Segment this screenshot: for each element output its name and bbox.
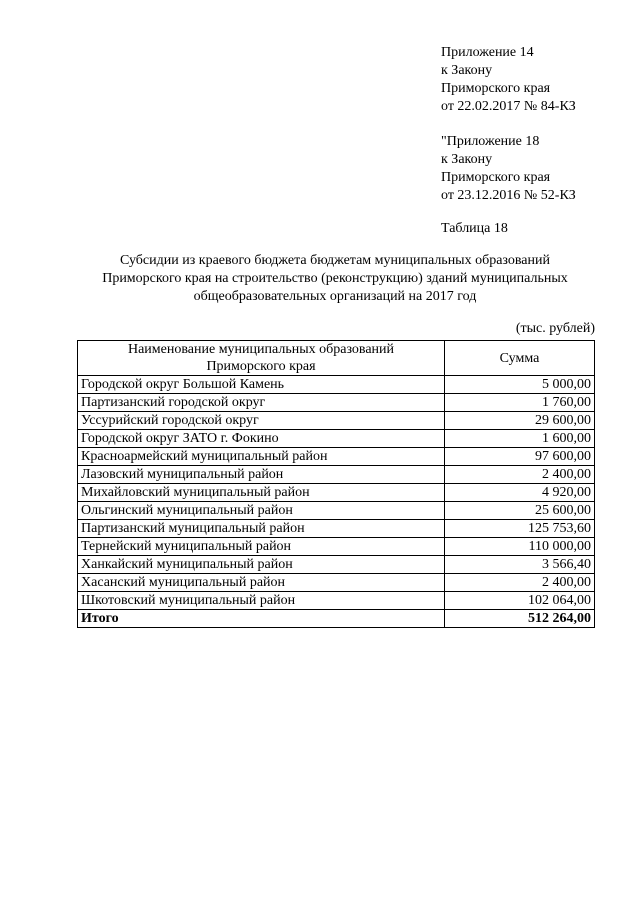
row-name: Лазовский муниципальный район [78,466,445,484]
title-line: Субсидии из краевого бюджета бюджетам муниципальных образований [120,253,550,268]
annex-14-line: Приморского края [441,81,551,96]
header-name-line: Наименование муниципальных образований [127,342,395,357]
row-value: 2 400,00 [445,574,595,592]
annex-14-line: Приложение 14 [441,45,534,60]
row-name: Ольгинский муниципальный район [78,502,445,520]
total-row [78,610,595,628]
row-value: 102 064,00 [445,592,595,610]
table-row [78,484,595,502]
header-sum: Сумма [445,341,595,376]
row-value: 29 600,00 [445,412,595,430]
table-row [78,538,595,556]
table-row [78,520,595,538]
row-value: 110 000,00 [445,538,595,556]
row-name: Партизанский муниципальный район [78,520,445,538]
table-row [78,502,595,520]
row-value: 125 753,60 [445,520,595,538]
row-value: 25 600,00 [445,502,595,520]
row-value: 97 600,00 [445,448,595,466]
subsidy-table [77,340,595,628]
total-value: 512 264,00 [445,610,595,628]
row-name: Хасанский муниципальный район [78,574,445,592]
row-name: Красноармейский муниципальный район [78,448,445,466]
table-row [78,448,595,466]
table-row [78,376,595,394]
title-line: общеобразовательных организаций на 2017 год [193,289,477,304]
header-name [78,341,445,376]
row-value: 4 920,00 [445,484,595,502]
table-row [78,394,595,412]
row-name: Тернейский муниципальный район [78,538,445,556]
row-name: Городской округ Большой Камень [78,376,445,394]
table-label: Таблица 18 [441,221,508,236]
table-row [78,412,595,430]
row-value: 1 760,00 [445,394,595,412]
annex-18-line: "Приложение 18 [441,134,540,149]
table-row [78,574,595,592]
row-name: Городской округ ЗАТО г. Фокино [78,430,445,448]
annex-18-line: Приморского края [441,170,551,185]
row-value: 1 600,00 [445,430,595,448]
row-value: 3 566,40 [445,556,595,574]
row-value: 2 400,00 [445,466,595,484]
row-name: Ханкайский муниципальный район [78,556,445,574]
annex-18-line: от 23.12.2016 № 52-КЗ [441,188,576,203]
annex-18-line: к Закону [441,152,493,167]
annex-18-reference [441,133,576,205]
table-row [78,466,595,484]
title-line: Приморского края на строительство (реконструкцию) зданий муниципальных [102,271,568,286]
document-title [60,252,610,306]
row-name: Михайловский муниципальный район [78,484,445,502]
annex-14-line: от 22.02.2017 № 84-КЗ [441,99,576,114]
table-header-row [78,341,595,376]
annex-14-reference [441,44,576,116]
header-name-line: Приморского края [206,359,316,374]
table-row [78,592,595,610]
table-row [78,430,595,448]
row-name: Партизанский городской округ [78,394,445,412]
row-name: Шкотовский муниципальный район [78,592,445,610]
unit-note: (тыс. рублей) [515,321,595,336]
annex-14-line: к Закону [441,63,493,78]
total-label: Итого [78,610,445,628]
table-row [78,556,595,574]
row-name: Уссурийский городской округ [78,412,445,430]
row-value: 5 000,00 [445,376,595,394]
